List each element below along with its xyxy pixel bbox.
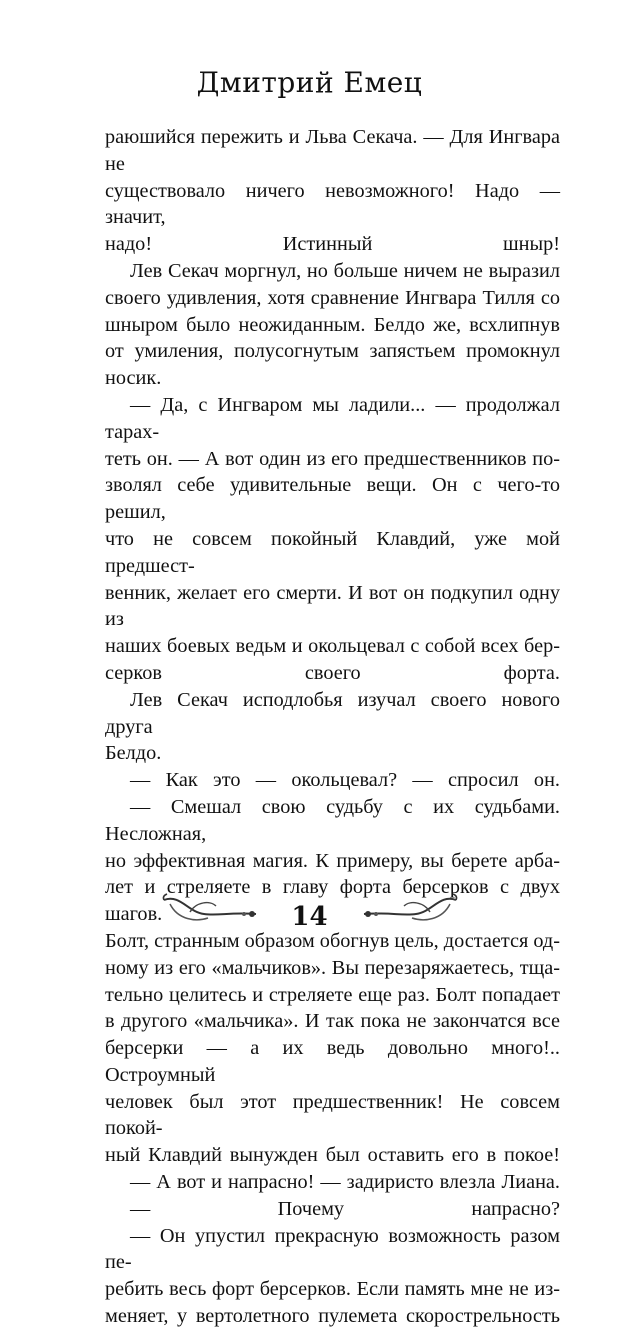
paragraph-3 [105,392,560,687]
text-line: ному из его «мальчиков». Вы перезаряжаетесь, тща- [105,956,560,979]
text-line: — Почему напрасно? [130,1197,560,1220]
text-line: шныром было неожиданным. Белдо же, всхлипнув [105,313,560,336]
text-line: своего удивления, хотя сравнение Ингвара Тилля со [105,286,560,309]
text-line: лет и стреляете в главу форта берсерков с двух шагов. [105,876,560,926]
text-line: раюшийся пережить и Льва Секача. — Для Ингвара не [105,126,560,175]
text-line: — Смешал свою судьбу с их судьбами. Несложная, [105,795,560,845]
paragraph-7 [105,1169,560,1196]
text-line: — А вот и напрасно! — задиристо влезла Лиана. [130,1171,560,1194]
page-number: 14 [291,902,328,932]
text-line: но эффективная магия. К примеру, вы берете арба- [105,849,560,872]
text-line: серков своего форта. [105,661,560,684]
paragraph-8 [105,1196,560,1223]
text-line: ребить весь форт берсерков. Если память мне не из- [105,1278,560,1301]
page-footer [0,890,619,960]
text-line: что не совсем покойный Клавдий, уже мой предшест- [105,527,560,577]
paragraph-4 [105,687,560,767]
paragraph-6 [105,794,560,1169]
body-text [105,124,560,1330]
text-line: — Да, с Ингваром мы ладили... — продолжал тарах- [105,393,560,443]
text-line: человек был этот предшественник! Не совсем покой- [105,1090,560,1140]
text-line: от умиления, полусогнутым запястьем промокнул [105,340,560,363]
text-line: — Как это — окольцевал? — спросил он. [130,769,560,792]
text-line: тельно целитесь и стреляете еще раз. Болт попадает [105,983,560,1006]
text-line: зволял себе удивительные вещи. Он с чего-то решил, [105,474,560,524]
text-line: наших боевых ведьм и окольцевал с собой всех бер- [105,635,560,658]
paragraph-2 [105,258,560,392]
text-line: теть он. — А вот один из его предшественников по- [105,447,560,470]
text-line: надо! Истинный шныр! [105,233,560,256]
text-line: в другого «мальчика». И так пока не закончатся все [105,1010,560,1033]
text-line: ный Клавдий вынужден был оставить его в покое! [105,1144,560,1167]
running-header-author: Дмитрий Емец [196,66,423,99]
text-line: меняет, у вертолетного пулемета скорострельность [105,1305,560,1328]
paragraph-1 [105,124,560,258]
text-line: Лев Секач исподлобья изучал своего нового друга [105,688,560,738]
text-line: Болт, странным образом обогнув цель, достается од- [105,929,560,952]
right-flourish-ornament [360,890,460,930]
text-line: берсерки — а их ведь довольно много!.. Остроумный [105,1037,560,1086]
text-line: — Он упустил прекрасную возможность разом пе- [105,1224,560,1274]
text-line: носик. [105,367,162,390]
text-line: венник, желает его смерти. И вот он подкупил одну из [105,581,560,631]
text-line: существовало ничего невозможного! Надо — значит, [105,179,560,229]
paragraph-5 [105,767,560,794]
text-line: Белдо. [105,742,162,765]
paragraph-9 [105,1223,560,1330]
text-line: Лев Секач моргнул, но больше ничем не выразил [130,259,560,282]
